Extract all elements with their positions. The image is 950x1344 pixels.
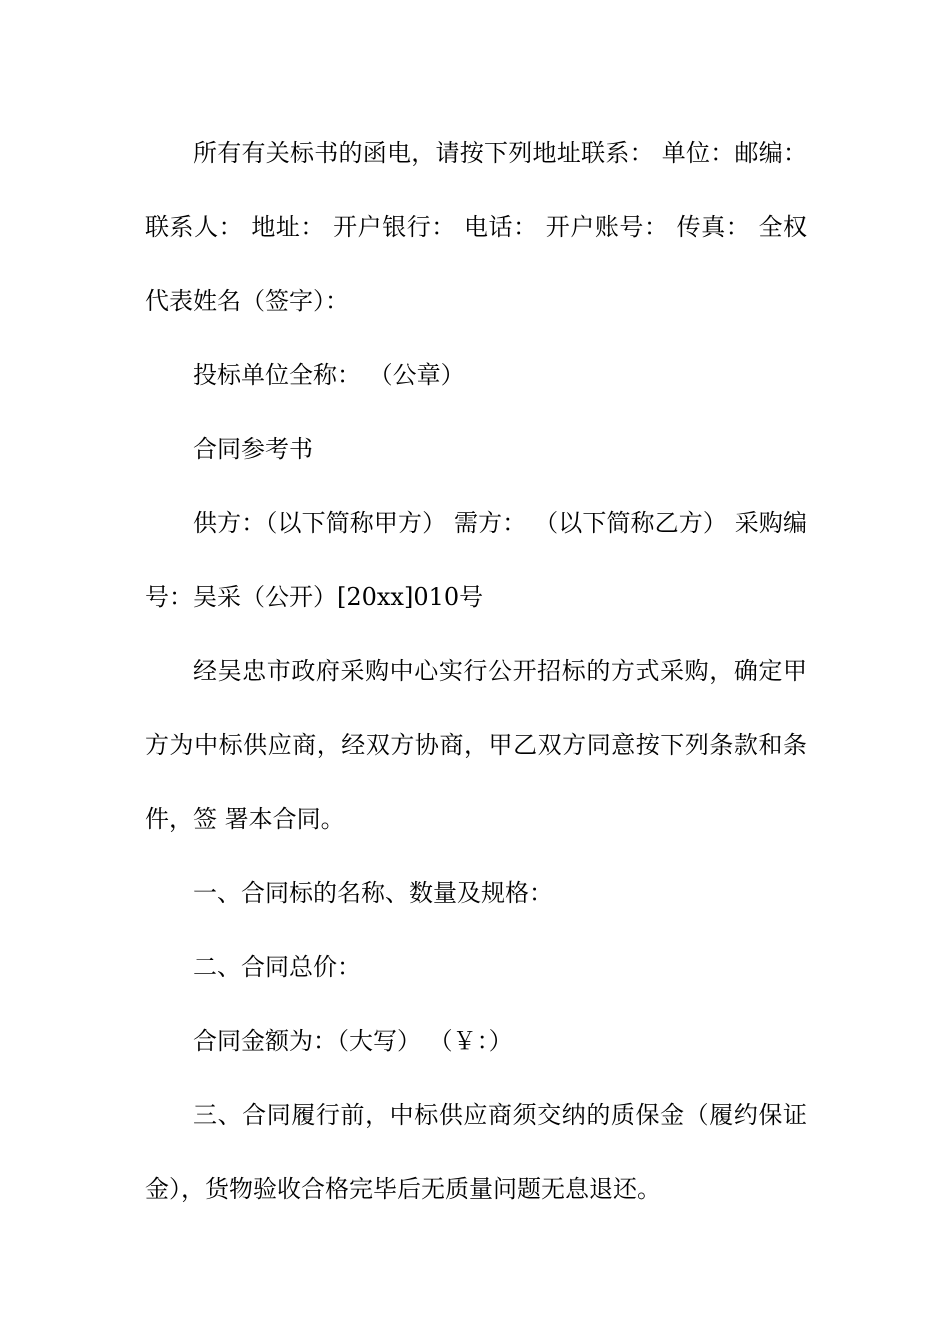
- parties-paragraph: 供方：（以下简称甲方） 需方： （以下简称乙方） 采购编号：吴采（公开）[20xx]010号: [145, 509, 807, 611]
- bidder-name-paragraph: 投标单位全称： （公章）: [193, 361, 465, 389]
- section-2-heading: 二、合同总价：: [193, 953, 361, 981]
- contract-amount-line: 合同金额为：（大写） （￥：）: [193, 1027, 513, 1055]
- section-1-heading: 一、合同标的名称、数量及规格：: [193, 879, 553, 907]
- section-3-paragraph: 三、合同履行前，中标供应商须交纳的质保金（履约保证金），货物验收合格完毕后无质量问题无息退还。: [145, 1101, 807, 1203]
- procurement-paragraph: 经吴忠市政府采购中心实行公开招标的方式采购，确定甲方为中标供应商，经双方协商，甲乙双方同意按下列条款和条件，签 署本合同。: [145, 657, 807, 833]
- contact-info-paragraph: 所有有关标书的函电，请按下列地址联系： 单位：邮编： 联系人： 地址： 开户银行： 电话： 开户账号： 传真： 全权代表姓名（签字）：: [145, 139, 807, 315]
- contract-reference-heading: 合同参考书: [193, 435, 313, 463]
